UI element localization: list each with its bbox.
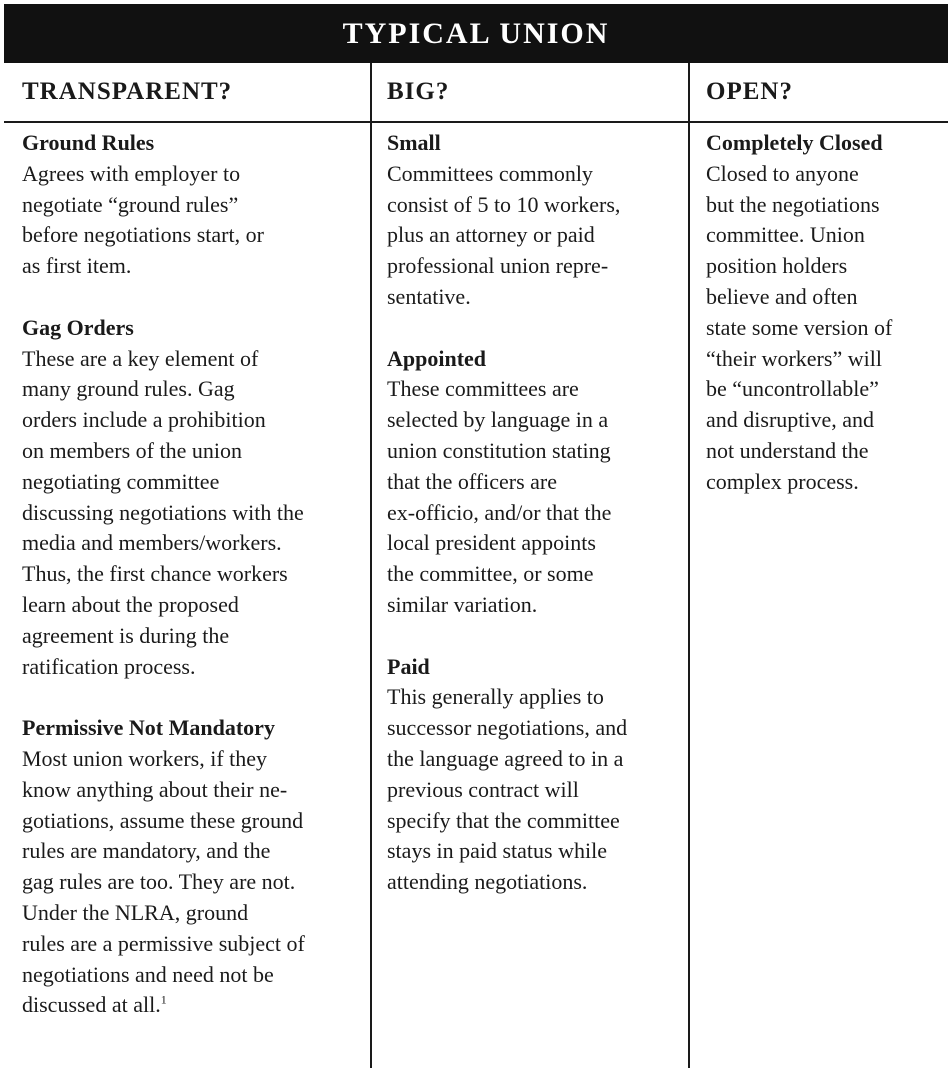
body-line (22, 220, 364, 251)
section-title: Gag Orders (22, 314, 134, 340)
section (706, 128, 946, 498)
body-line-text: gotiations, assume these ground (22, 807, 304, 833)
section-title: Appointed (387, 345, 487, 371)
body-line (387, 775, 683, 806)
body-line-text: believe and often (706, 283, 858, 309)
footnote-marker: 1 (160, 992, 167, 1007)
body-line (387, 436, 683, 467)
body-line-text: ratification process. (22, 653, 196, 679)
section-title: Completely Closed (706, 130, 883, 155)
column-divider (688, 63, 690, 1068)
column-header-big: BIG? (387, 78, 450, 105)
body-line-text: committee. Union (706, 222, 865, 248)
body-line-text: These are a key element of (22, 345, 259, 371)
body-line (387, 159, 683, 190)
body-line (706, 436, 946, 467)
body-line-text: specify that the committee (387, 807, 620, 833)
body-line-text: ex-officio, and/or that the (387, 499, 612, 525)
body-line-text: before negotiations start, or (22, 222, 264, 248)
body-line (387, 282, 683, 313)
body-line-text: rules are a permissive subject of (22, 930, 305, 956)
body-line (706, 344, 946, 375)
body-line-text: learn about the proposed (22, 591, 239, 617)
body-line-text: stays in paid status while (387, 838, 607, 864)
body-line (706, 159, 946, 190)
body-line-text: negotiations and need not be (22, 961, 274, 987)
column-divider (370, 63, 372, 1068)
body-line (22, 652, 364, 683)
body-line-text: union constitution stating (387, 437, 611, 463)
body-line-text: state some version of (706, 314, 893, 340)
body-line-text: These committees are (387, 376, 579, 402)
body-line (387, 806, 683, 837)
section-title: Permissive Not Mandatory (22, 715, 275, 741)
body-line (387, 498, 683, 529)
body-line (387, 713, 683, 744)
body-line (706, 190, 946, 221)
body-line-text: on members of the union (22, 437, 242, 463)
body-line-text: and disruptive, and (706, 407, 875, 433)
table-title: TYPICAL UNION (4, 4, 948, 63)
body-line-text: This generally applies to (387, 684, 604, 710)
body-line-text: Agrees with employer to (22, 160, 241, 186)
body-line (706, 405, 946, 436)
section-title: Paid (387, 653, 430, 679)
body-line (22, 528, 364, 559)
section (22, 313, 364, 683)
body-line (22, 498, 364, 529)
body-line-text: negotiating committee (22, 468, 220, 494)
body-line-text: negotiate “ground rules” (22, 191, 239, 217)
body-line (387, 590, 683, 621)
body-line (706, 374, 946, 405)
body-line-text: complex process. (706, 468, 859, 494)
body-line (387, 744, 683, 775)
body-line (22, 990, 364, 1021)
body-line (22, 190, 364, 221)
body-line (706, 467, 946, 498)
body-line-text: selected by language in a (387, 407, 609, 433)
body-line (22, 405, 364, 436)
body-line-text: be “uncontrollable” (706, 376, 879, 402)
body-line (706, 251, 946, 282)
body-line-text: professional union repre- (387, 253, 609, 279)
body-line-text: orders include a prohibition (22, 407, 266, 433)
body-line (387, 528, 683, 559)
body-line (22, 775, 364, 806)
body-line (706, 313, 946, 344)
body-line-text: previous contract will (387, 776, 579, 802)
body-line-text: similar variation. (387, 591, 538, 617)
body-line-text: Under the NLRA, ground (22, 899, 249, 925)
section (387, 344, 683, 621)
body-line-text: local president appoints (387, 530, 596, 556)
body-line (706, 282, 946, 313)
body-line (387, 190, 683, 221)
body-line (22, 590, 364, 621)
body-line-text: not understand the (706, 437, 869, 463)
body-line-text: the committee, or some (387, 561, 594, 587)
body-line (22, 559, 364, 590)
body-line-text: that the officers are (387, 468, 558, 494)
body-line-text: Most union workers, if they (22, 745, 268, 771)
body-line (387, 251, 683, 282)
body-line-text: discussed at all. (22, 992, 161, 1018)
body-line-text: many ground rules. Gag (22, 376, 235, 402)
body-line-text: consist of 5 to 10 workers, (387, 191, 621, 217)
body-line (387, 867, 683, 898)
section (387, 652, 683, 898)
body-line-text: Closed to anyone (706, 160, 859, 186)
body-line (22, 806, 364, 837)
body-line-text: agreement is during the (22, 622, 230, 648)
section (22, 128, 364, 282)
body-line-text: gag rules are too. They are not. (22, 869, 296, 895)
body-line-text: discussing negotiations with the (22, 499, 304, 525)
body-line (22, 344, 364, 375)
body-line (387, 374, 683, 405)
column-big (387, 128, 683, 898)
body-line-text: attending negotiations. (387, 869, 588, 895)
section-title: Ground Rules (22, 130, 155, 155)
body-line-text: Committees commonly (387, 160, 593, 186)
body-line-text: but the negotiations (706, 191, 880, 217)
body-line-text: plus an attorney or paid (387, 222, 595, 248)
column-header-transparent: TRANSPARENT? (22, 78, 233, 105)
body-line-text: the language agreed to in a (387, 745, 624, 771)
header-row (4, 63, 948, 123)
body-line (387, 836, 683, 867)
body-line (22, 251, 364, 282)
body-line-text: successor negotiations, and (387, 715, 628, 741)
body-line-text: sentative. (387, 283, 471, 309)
body-line-text: know anything about their ne- (22, 776, 288, 802)
body-line (22, 744, 364, 775)
body-line (387, 467, 683, 498)
body-line (22, 374, 364, 405)
body-line-text: “their workers” will (706, 345, 882, 371)
body-line (706, 220, 946, 251)
body-line-text: media and members/workers. (22, 530, 282, 556)
body-line (22, 836, 364, 867)
body-line (22, 621, 364, 652)
body-line (387, 559, 683, 590)
body-line (22, 159, 364, 190)
section-title: Small (387, 130, 441, 155)
body-line-text: Thus, the first chance workers (22, 561, 288, 587)
column-header-open: OPEN? (706, 78, 793, 105)
section (22, 713, 364, 1021)
body-line-text: as first item. (22, 253, 132, 279)
column-open (706, 128, 946, 498)
section (387, 128, 683, 313)
column-transparent (22, 128, 364, 1021)
body-line (22, 960, 364, 991)
body-line (22, 867, 364, 898)
body-line (22, 898, 364, 929)
body-line (387, 405, 683, 436)
body-line (22, 436, 364, 467)
body-line (22, 467, 364, 498)
body-line (22, 929, 364, 960)
body-line (387, 220, 683, 251)
body-line-text: rules are mandatory, and the (22, 838, 271, 864)
body-line (387, 682, 683, 713)
body-line-text: position holders (706, 253, 848, 279)
